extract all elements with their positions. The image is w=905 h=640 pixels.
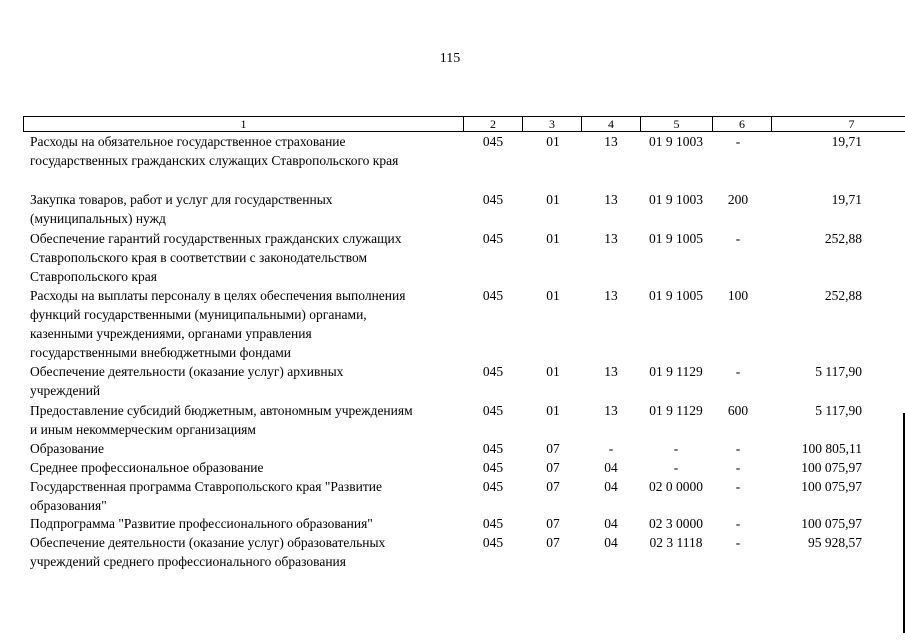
subsection-code: 13 xyxy=(604,231,618,246)
expense-type-code: 100 xyxy=(727,288,749,303)
expense-type-code: - xyxy=(735,364,741,379)
subsection-code: 13 xyxy=(604,288,618,303)
admin-code: 045 xyxy=(482,516,504,531)
target-article-code: 01 9 1003 xyxy=(649,134,703,149)
admin-code: 045 xyxy=(482,535,504,550)
row-title: Среднее профессиональное образование xyxy=(30,460,264,475)
section-code: 01 xyxy=(546,134,560,149)
admin-code: 045 xyxy=(482,364,504,379)
header-cell-2: 2 xyxy=(463,116,523,132)
header-cell-7: 7 xyxy=(771,116,905,132)
amount: 5 117,90 xyxy=(815,403,862,418)
amount: 252,88 xyxy=(824,288,862,303)
admin-code: 045 xyxy=(482,479,504,494)
header-cell-6: 6 xyxy=(712,116,772,132)
expense-type-code: - xyxy=(735,134,741,149)
header-cell-4: 4 xyxy=(581,116,641,132)
subsection-code: 04 xyxy=(604,460,618,475)
subsection-code: 04 xyxy=(604,516,618,531)
expense-type-code: - xyxy=(735,231,741,246)
amount: 100 805,11 xyxy=(801,441,862,456)
admin-code: 045 xyxy=(482,192,504,207)
amount: 95 928,57 xyxy=(808,535,862,550)
section-code: 01 xyxy=(546,403,560,418)
admin-code: 045 xyxy=(482,288,504,303)
target-article-code: 01 9 1129 xyxy=(649,364,703,379)
section-code: 01 xyxy=(546,231,560,246)
row-title: Обеспечение гарантий государственных гражданских служащих Ставропольского края в соответствии с законодательством Ставропольского края xyxy=(30,231,402,284)
subsection-code: 13 xyxy=(604,192,618,207)
subsection-code: 13 xyxy=(604,134,618,149)
amount: 100 075,97 xyxy=(801,516,862,531)
target-article-code: 01 9 1003 xyxy=(649,192,703,207)
subsection-code: 04 xyxy=(604,535,618,550)
admin-code: 045 xyxy=(482,403,504,418)
subsection-code: 04 xyxy=(604,479,618,494)
target-article-code: 02 0 0000 xyxy=(649,479,703,494)
section-code: 01 xyxy=(546,192,560,207)
amount: 252,88 xyxy=(824,231,862,246)
amount: 5 117,90 xyxy=(815,364,862,379)
target-article-code: 02 3 0000 xyxy=(649,516,703,531)
amount: 19,71 xyxy=(831,134,862,149)
admin-code: 045 xyxy=(482,134,504,149)
section-code: 07 xyxy=(546,535,560,550)
table-header xyxy=(24,116,905,132)
admin-code: 045 xyxy=(482,460,504,475)
target-article-code: - xyxy=(673,460,679,475)
admin-code: 045 xyxy=(482,231,504,246)
target-article-code: 01 9 1129 xyxy=(649,403,703,418)
row-title: Расходы на обязательное государственное страхование государственных гражданских служащих Ставропольского края xyxy=(30,134,399,168)
row-title: Предоставление субсидий бюджетным, автономным учреждениям и иным некоммерческим организациям xyxy=(30,403,413,437)
header-cell-3: 3 xyxy=(522,116,582,132)
page-number: 115 xyxy=(439,51,461,66)
expense-type-code: 600 xyxy=(727,403,749,418)
row-title: Обеспечение деятельности (оказание услуг) архивных учреждений xyxy=(30,364,344,398)
row-title: Расходы на выплаты персоналу в целях обеспечения выполнения функций государственными (муниципальными) органами, казенными учреждениями, органами управления государственными внебюджетными фондами xyxy=(30,288,406,360)
section-code: 07 xyxy=(546,441,560,456)
section-code: 01 xyxy=(546,288,560,303)
expense-type-code: - xyxy=(735,535,741,550)
header-cell-5: 5 xyxy=(640,116,713,132)
expense-type-code: - xyxy=(735,516,741,531)
header-cell-1: 1 xyxy=(23,116,464,132)
section-code: 07 xyxy=(546,479,560,494)
target-article-code: 01 9 1005 xyxy=(649,231,703,246)
section-code: 07 xyxy=(546,460,560,475)
section-code: 07 xyxy=(546,516,560,531)
amount: 19,71 xyxy=(831,192,862,207)
admin-code: 045 xyxy=(482,441,504,456)
expense-type-code: - xyxy=(735,460,741,475)
subsection-code: - xyxy=(608,441,614,456)
amount: 100 075,97 xyxy=(801,460,862,475)
row-title: Государственная программа Ставропольского края "Развитие образования" xyxy=(30,479,382,513)
target-article-code: - xyxy=(673,441,679,456)
subsection-code: 13 xyxy=(604,403,618,418)
expense-type-code: - xyxy=(735,479,741,494)
expense-type-code: 200 xyxy=(727,192,749,207)
section-code: 01 xyxy=(546,364,560,379)
row-title: Закупка товаров, работ и услуг для государственных (муниципальных) нужд xyxy=(30,192,333,226)
amount: 100 075,97 xyxy=(801,479,862,494)
row-title: Подпрограмма "Развитие профессионального образования" xyxy=(30,516,373,531)
target-article-code: 02 3 1118 xyxy=(649,535,703,550)
target-article-code: 01 9 1005 xyxy=(649,288,703,303)
subsection-code: 13 xyxy=(604,364,618,379)
expense-type-code: - xyxy=(735,441,741,456)
row-title: Образование xyxy=(30,441,104,456)
row-title: Обеспечение деятельности (оказание услуг) образовательных учреждений среднего профессионального образования xyxy=(30,535,386,569)
